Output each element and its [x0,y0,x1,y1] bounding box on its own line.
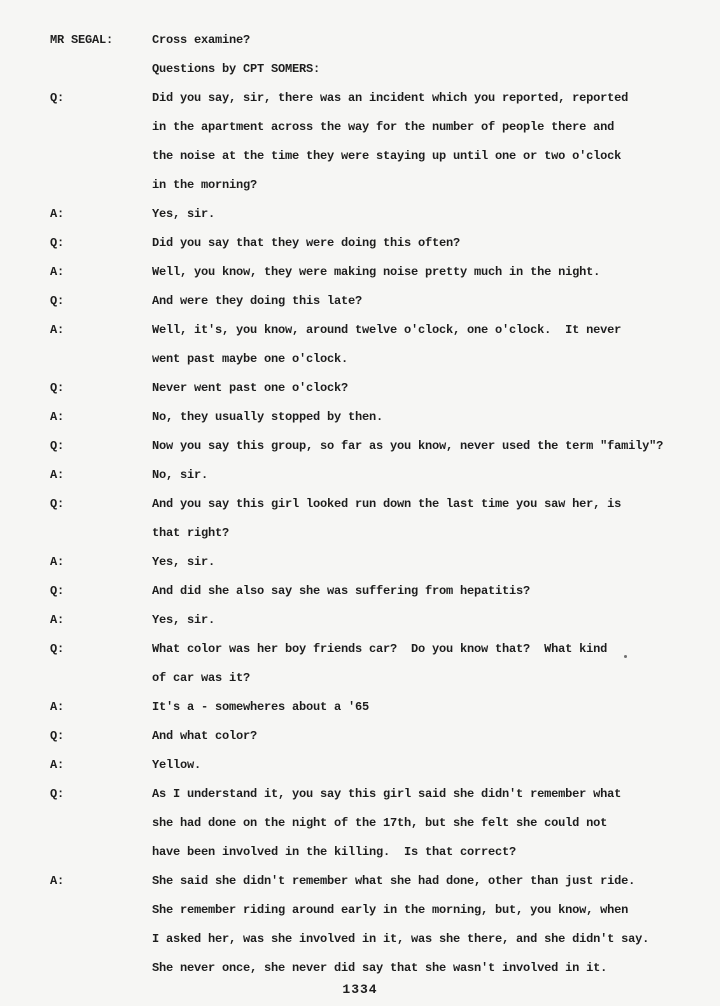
transcript-line: in the apartment across the way for the number of people there and [152,119,615,134]
speaker-label: A: [50,264,65,279]
speaker-label: Q: [50,728,65,743]
transcript-row [0,489,720,518]
transcript-row [0,750,720,779]
transcript-line: Well, it's, you know, around twelve o'clock, one o'clock. It never [152,322,622,337]
stray-ink-dot [624,655,627,658]
speaker-label: Q: [50,293,65,308]
transcript-row [0,779,720,808]
transcript-line: And were they doing this late? [152,293,363,308]
transcript-row [0,402,720,431]
transcript-line: Well, you know, they were making noise pretty much in the night. [152,264,601,279]
transcript-line: she had done on the night of the 17th, but she felt she could not [152,815,608,830]
transcript-line: No, sir. [152,467,209,482]
transcript-row [0,170,720,199]
transcript-row [0,953,720,982]
speaker-label: A: [50,757,65,772]
transcript-line: I asked her, was she involved in it, was she there, and she didn't say. [152,931,650,946]
transcript-row [0,83,720,112]
transcript-line: that right? [152,525,230,540]
transcript-row [0,54,720,83]
transcript-row [0,228,720,257]
transcript-line: What color was her boy friends car? Do you know that? What kind [152,641,608,656]
transcript-row [0,344,720,373]
transcript-line: Cross examine? [152,32,251,47]
speaker-label: MR SEGAL: [50,32,114,47]
transcript-row [0,518,720,547]
transcript-row [0,141,720,170]
speaker-label: A: [50,409,65,424]
transcript-row [0,576,720,605]
transcript-line: Did you say that they were doing this often? [152,235,461,250]
transcript-line: And did she also say she was suffering from hepatitis? [152,583,531,598]
transcript-line: Yes, sir. [152,206,216,221]
transcript-row [0,634,720,663]
transcript-line: have been involved in the killing. Is that correct? [152,844,517,859]
transcript-line: Now you say this group, so far as you know, never used the term "family"? [152,438,664,453]
speaker-label: A: [50,554,65,569]
transcript-row [0,373,720,402]
speaker-label: Q: [50,583,65,598]
transcript-row [0,460,720,489]
speaker-label: Q: [50,438,65,453]
transcript-line: She never once, she never did say that she wasn't involved in it. [152,960,608,975]
page-footer [0,980,720,998]
transcript-line: went past maybe one o'clock. [152,351,349,366]
transcript-line: As I understand it, you say this girl said she didn't remember what [152,786,622,801]
transcript-row [0,286,720,315]
transcript-row [0,25,720,54]
transcript-body [0,25,720,982]
transcript-row [0,257,720,286]
transcript-line: And you say this girl looked run down the last time you saw her, is [152,496,622,511]
transcript-row [0,431,720,460]
transcript-line: Yellow. [152,757,202,772]
transcript-row [0,721,720,750]
speaker-label: A: [50,467,65,482]
transcript-line: in the morning? [152,177,258,192]
speaker-label: Q: [50,641,65,656]
transcript-row [0,315,720,344]
transcript-row [0,547,720,576]
transcript-row [0,895,720,924]
transcript-line: She remember riding around early in the morning, but, you know, when [152,902,629,917]
transcript-row [0,866,720,895]
speaker-label: A: [50,206,65,221]
transcript-row [0,924,720,953]
transcript-line: And what color? [152,728,258,743]
speaker-label: A: [50,873,65,888]
transcript-row [0,808,720,837]
transcript-line: It's a - somewheres about a '65 [152,699,370,714]
speaker-label: Q: [50,235,65,250]
speaker-label: Q: [50,380,65,395]
transcript-line: Yes, sir. [152,612,216,627]
transcript-line: of car was it? [152,670,251,685]
transcript-row [0,605,720,634]
speaker-label: Q: [50,90,65,105]
speaker-label: Q: [50,786,65,801]
speaker-label: Q: [50,496,65,511]
transcript-line: Never went past one o'clock? [152,380,349,395]
speaker-label: A: [50,612,65,627]
transcript-row [0,692,720,721]
transcript-row [0,837,720,866]
transcript-line: Yes, sir. [152,554,216,569]
transcript-line: No, they usually stopped by then. [152,409,384,424]
transcript-line: Did you say, sir, there was an incident which you reported, reported [152,90,629,105]
speaker-label: A: [50,699,65,714]
transcript-row [0,112,720,141]
page-number: 1334 [342,982,378,997]
speaker-label: A: [50,322,65,337]
transcript-row [0,663,720,692]
transcript-line: the noise at the time they were staying up until one or two o'clock [152,148,622,163]
transcript-line: Questions by CPT SOMERS: [152,61,321,76]
transcript-row [0,199,720,228]
transcript-line: She said she didn't remember what she had done, other than just ride. [152,873,636,888]
